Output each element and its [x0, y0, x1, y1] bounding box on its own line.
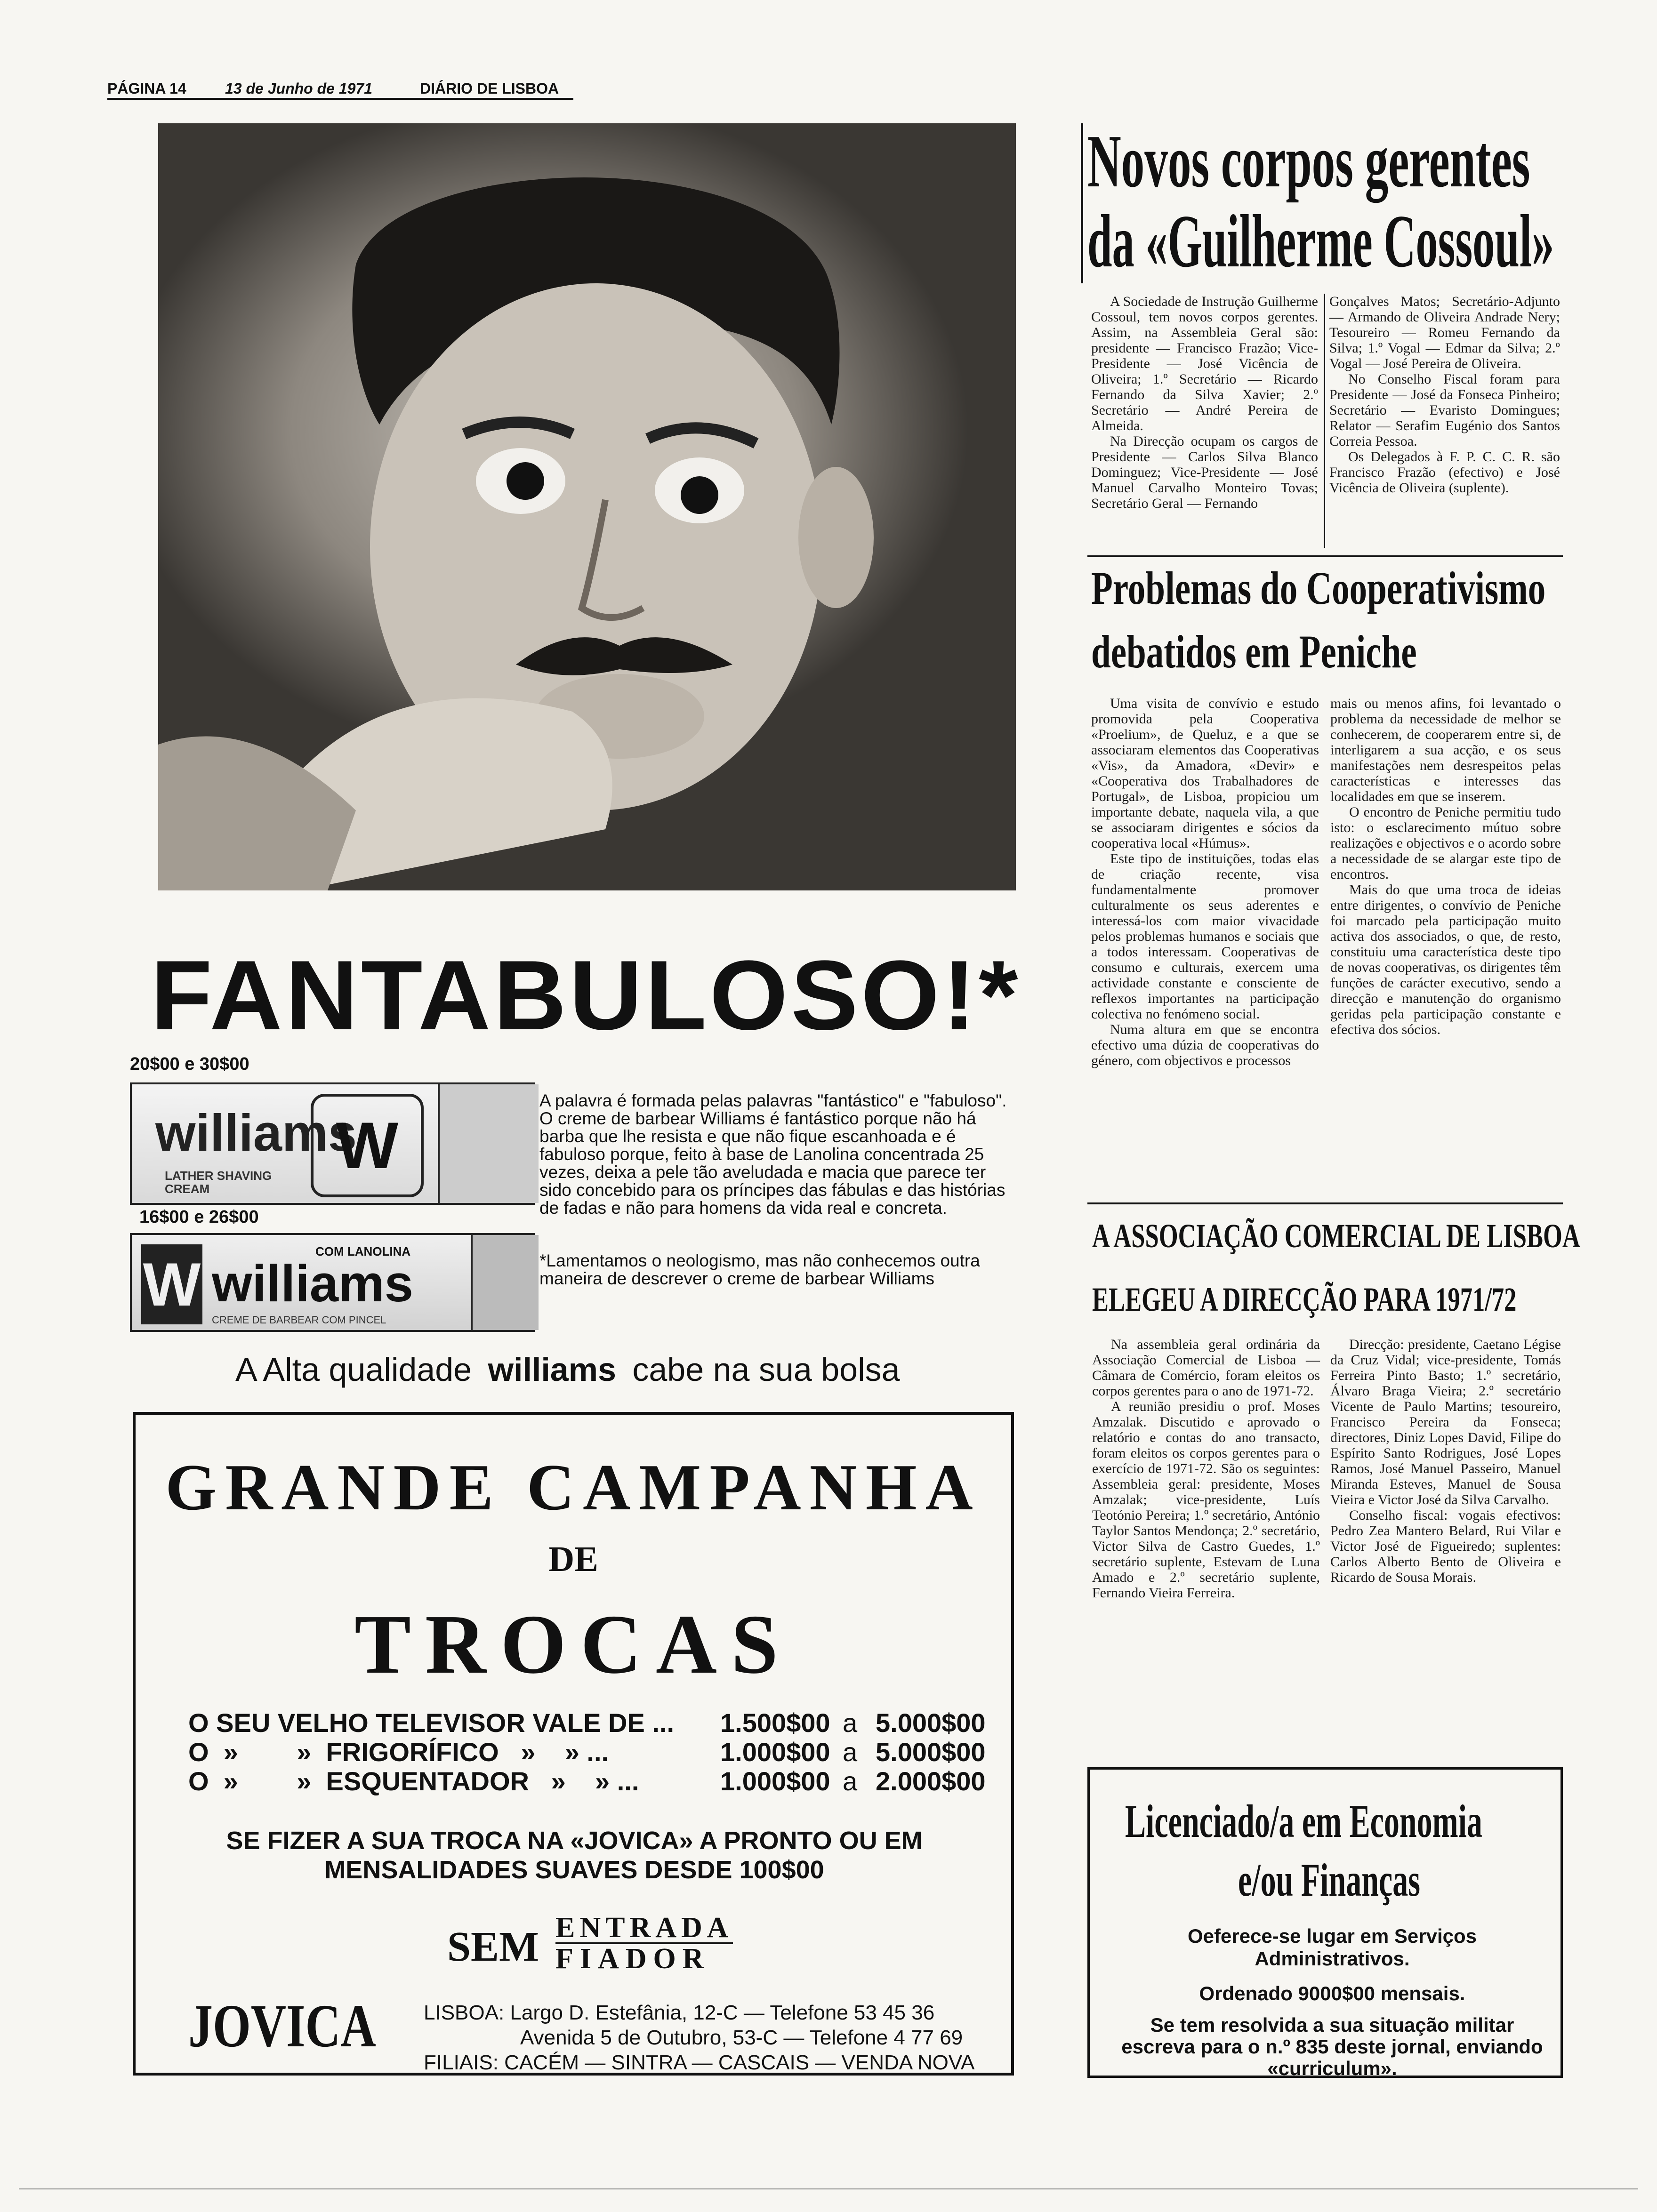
williams-pack-lather: [130, 1082, 535, 1205]
classified-title-2: e/ou Finanças: [1238, 1854, 1420, 1906]
article2-col-2: [1330, 696, 1561, 1037]
article1-title-2: da «Guilherme Cossoul»: [1087, 199, 1554, 283]
pack1-brand: williams: [155, 1104, 357, 1162]
pack2-top-label: COM LANOLINA: [315, 1244, 411, 1258]
right-column-rule: [1081, 123, 1083, 283]
article1-title-1: Novos corpos gerentes: [1087, 119, 1530, 203]
price-top: 20$00 e 30$00: [130, 1054, 249, 1074]
classified-line-3: Se tem resolvida a sua situação militar escreva para o n.º 835 deste jornal, enviando «curriculum».: [1121, 2014, 1543, 2079]
paragraph: Mais do que uma troca de ideias entre dirigentes, o convívio de Peniche foi marcado pela participação muito activa dos associados, o que, de resto, constituiu uma característica deste tipo de novas cooperativas, os dirigentes têm funções de carácter executivo, sendo a direcção e manutenção do organismo geridas pela participação constante e efectiva dos sócios.: [1330, 882, 1561, 1037]
fiador-label: FIADOR: [555, 1943, 710, 1975]
price-row-esquentador: [188, 1767, 989, 1796]
paragraph: A Sociedade de Instrução Guilherme Cossoul, tem novos corpos gerentes. Assim, na Assembleia Geral são: presidente — Francisco Frazão; Vice-Presidente — José Vicência de Oliveira; 1.º Secretário — Ricardo Fernando da Silva Xavier; 2.º Secretário — André Pereira de Almeida.: [1091, 294, 1318, 433]
page-header: [107, 80, 186, 97]
paragraph: Gonçalves Matos; Secretário-Adjunto — Armando de Oliveira Andrade Nery; Tesoureiro — Romeu Fernando da Silva; 1.º Vogal — Edmar da Silva; 2.º Vogal — José Pereira de Oliveira.: [1329, 294, 1560, 371]
slogan-part-a: A Alta qualidade: [235, 1351, 472, 1388]
slogan-part-c: cabe na sua bolsa: [632, 1351, 900, 1388]
paragraph: Na assembleia geral ordinária da Associação Comercial de Lisboa — Câmara de Comércio, foram eleitos os corpos gerentes para o ano de 1971-72.: [1092, 1337, 1320, 1399]
jovica-price-table: [188, 1708, 989, 1796]
jovica-sem-entrada: [447, 1913, 777, 1974]
slogan-brand: williams: [488, 1351, 616, 1388]
page-bottom-rule: [19, 2188, 1638, 2189]
jovica-offer: SE FIZER A SUA TROCA NA «JOVICA» A PRONTO OU EM MENSALIDADES SUAVES DESDE 100$00: [226, 1827, 923, 1884]
article3-title-2: ELEGEU A DIRECÇÃO PARA 1971/72: [1092, 1281, 1517, 1318]
ad-photo-man: [158, 123, 1016, 890]
price-row-a: a: [843, 1737, 858, 1767]
price-row-from: 1.000$00: [720, 1737, 830, 1767]
pack2-logo-letter: W: [143, 1250, 201, 1319]
sem-label: SEM: [447, 1923, 539, 1970]
pack1-logo-letter: W: [336, 1108, 399, 1182]
pack2-brand: williams: [212, 1255, 413, 1313]
header-rule: [107, 98, 573, 100]
price-row-to: 2.000$00: [876, 1766, 986, 1796]
paragraph: Conselho fiscal: vogais efectivos: Pedro Zea Mantero Belard, Rui Vilar e Victor José de Figueiredo; suplentes: Carlos Alberto Bento de Oliveira e Ricardo de Sousa Morais.: [1330, 1507, 1561, 1585]
price-row-from: 1.500$00: [720, 1708, 830, 1738]
price-row-televisor: [188, 1708, 989, 1738]
price-row-label: O SEU VELHO TELEVISOR VALE DE ...: [188, 1708, 675, 1738]
pack2-side-panel: [471, 1235, 539, 1330]
classified-line-2: Ordenado 9000$00 mensais.: [1199, 1982, 1465, 2004]
price-row-label: O » » ESQUENTADOR » » ...: [188, 1766, 639, 1796]
classified-title-1: Licenciado/a em Economia: [1125, 1795, 1482, 1847]
paragraph: Este tipo de instituições, todas elas de criação recente, visa fundamentalmente promover culturalmente os seus aderentes e interessá-los com maior vivacidade pelos problemas humanos e sociais que a todos interessam. Cooperativas de consumo e culturais, exercem uma actividade constante e consciente de reflexos importantes na participação colectiva no fenómeno social.: [1091, 851, 1319, 1022]
article1-col-1: [1091, 294, 1318, 511]
article3-title-1: A ASSOCIAÇÃO COMERCIAL DE LISBOA: [1092, 1217, 1580, 1255]
article2-bottom-rule: [1087, 1202, 1563, 1204]
price-row-to: 5.000$00: [876, 1737, 986, 1767]
paragraph: A reunião presidiu o prof. Moses Amzalak. Discutido e aprovado o relatório e contas do ano transacto, foram eleitos os corpos gerentes para o exercício de 1971-72. São os seguintes: Assembleia geral: presidente, Moses Amzalak; vice-presidente, Luís Teotónio Pereira; 1.º secretário, António Taylor Santos Mendonça; 2.º secretário, Victor Silva de Castro Guedes, 1.º secretário suplente, Estevam de Luna Amado e 2.º secretário suplente, Fernando Vieira Ferreira.: [1092, 1399, 1320, 1601]
jovica-title-2: DE: [548, 1539, 598, 1579]
pack2-subtitle: CREME DE BARBEAR COM PINCEL: [212, 1314, 386, 1326]
paragraph: O encontro de Peniche permitiu tudo isto: o esclarecimento mútuo sobre realizações e objectivos e o acordo sobre a necessidade de se alargar este tipo de encontros.: [1330, 804, 1561, 882]
paragraph: No Conselho Fiscal foram para Presidente — José da Fonseca Pinheiro; Secretário — Evaristo Domingues; Relator — Serafim Eugénio dos Santos Correia Pessoa.: [1329, 371, 1560, 449]
paragraph: Numa altura em que se encontra efectivo uma dúzia de cooperativas do género, com objectivos e processos: [1091, 1022, 1319, 1068]
header-date: 13 de Junho de 1971: [225, 80, 373, 97]
paragraph: Direcção: presidente, Caetano Légise da Cruz Vidal; vice-presidente, Tomás Ferreira Pinto Basto; 1.º secretário, Álvaro Braga Vieira; 2.º secretário Vicente de Paulo Martins; tesoureiro, Francisco Pereira da Fonseca; directores, Diniz Lopes David, Filipe do Espírito Santo Rodrigues, José Lopes Ramos, José Manuel Passeiro, Manuel Miranda Esteves, Manuel de Sousa Vieira e Victor José da Silva Carvalho.: [1330, 1337, 1561, 1507]
classified-line-1: Oeferece-se lugar em Serviços Administrativos.: [1187, 1925, 1477, 1970]
jovica-brand: JOVICA: [188, 1992, 376, 2060]
price-bottom: 16$00 e 26$00: [139, 1207, 259, 1227]
pack1-side-panel: [438, 1084, 539, 1203]
article2-title-2: debatidos em Peniche: [1091, 625, 1417, 678]
article3-col-2: [1330, 1337, 1561, 1585]
paragraph: Os Delegados à F. P. C. C. R. são Francisco Frazão (efectivo) e José Vicência de Oliveira (suplente).: [1329, 449, 1560, 496]
price-row-label: O » » FRIGORÍFICO » » ...: [188, 1737, 609, 1767]
williams-pack-lanolina: [130, 1233, 535, 1332]
pack2-logo-emblem: [141, 1244, 202, 1324]
jovica-address-1: LISBOA: Largo D. Estefânia, 12-C — Telefone 53 45 36: [424, 2001, 935, 2024]
header-paper-name: DIÁRIO DE LISBOA: [420, 80, 559, 97]
ad-footnote: *Lamentamos o neologismo, mas não conhecemos outra maneira de descrever o creme de barbear Williams: [539, 1251, 980, 1288]
ad-body-text: A palavra é formada pelas palavras "fantástico" e "fabuloso". O creme de barbear Williams é fantástico porque não há barba que lhe resista e que não fique escanhoada e é fabuloso porque, feito à base de Lanolina concentrada 25 vezes, deixa a pele tão aveludada e macia que parece ter sido concebido para os príncipes das fábulas e das histórias de fadas e não para homens da vida real e concreta.: [539, 1091, 1007, 1218]
price-row-a: a: [843, 1708, 858, 1738]
paragraph: mais ou menos afins, foi levantado o problema da necessidade de melhor se conhecerem, de cooperarem entre si, de interligarem a sua acção, e os seus manifestações nem desrespeitos pelas características e interesses das localidades em que se inserem.: [1330, 696, 1561, 804]
article3-col-1: [1092, 1337, 1320, 1601]
price-row-to: 5.000$00: [876, 1708, 986, 1738]
jovica-title-3: TROCAS: [354, 1597, 793, 1691]
page-number: PÁGINA 14: [107, 80, 186, 97]
price-row-from: 1.000$00: [720, 1766, 830, 1796]
paragraph: Uma visita de convívio e estudo promovida pela Cooperativa «Proelium», de Queluz, e a que se associaram elementos das Cooperativas «Vis», da Amadora, «Devir» e «Cooperativa dos Trabalhadores de Portugal», de Lisboa, propiciou um importante debate, naquela vila, a que se associaram dirigentes e sócios da cooperativa local «Húmus».: [1091, 696, 1319, 851]
jovica-address-2: Avenida 5 de Outubro, 53-C — Telefone 4 77 69: [520, 2026, 963, 2049]
article2-title-1: Problemas do Cooperativismo: [1091, 562, 1546, 614]
ad-headline: FANTABULOSO!*: [151, 940, 1021, 1050]
entrada-label: ENTRADA: [555, 1912, 733, 1944]
pack1-subtitle: LATHER SHAVING CREAM: [165, 1169, 272, 1196]
article2-col-1: [1091, 696, 1319, 1068]
article1-col-2: [1329, 294, 1560, 496]
ad-slogan: [235, 1351, 1036, 1388]
pack1-logo-emblem: [311, 1094, 424, 1197]
jovica-title-1: GRANDE CAMPANHA: [165, 1451, 981, 1524]
price-row-a: a: [843, 1766, 858, 1796]
article1-bottom-rule: [1087, 555, 1563, 557]
price-row-frigorifico: [188, 1738, 989, 1767]
paragraph: Na Direcção ocupam os cargos de Presidente — Carlos Silva Blanco Dominguez; Vice-Presidente — José Manuel Carvalho Monteiro Tovas; Secretário Geral — Fernando: [1091, 433, 1318, 511]
article1-divider: [1324, 294, 1325, 548]
face-illustration: [158, 123, 1016, 890]
jovica-address-3: FILIAIS: CACÉM — SINTRA — CASCAIS — VENDA NOVA: [424, 2051, 975, 2074]
